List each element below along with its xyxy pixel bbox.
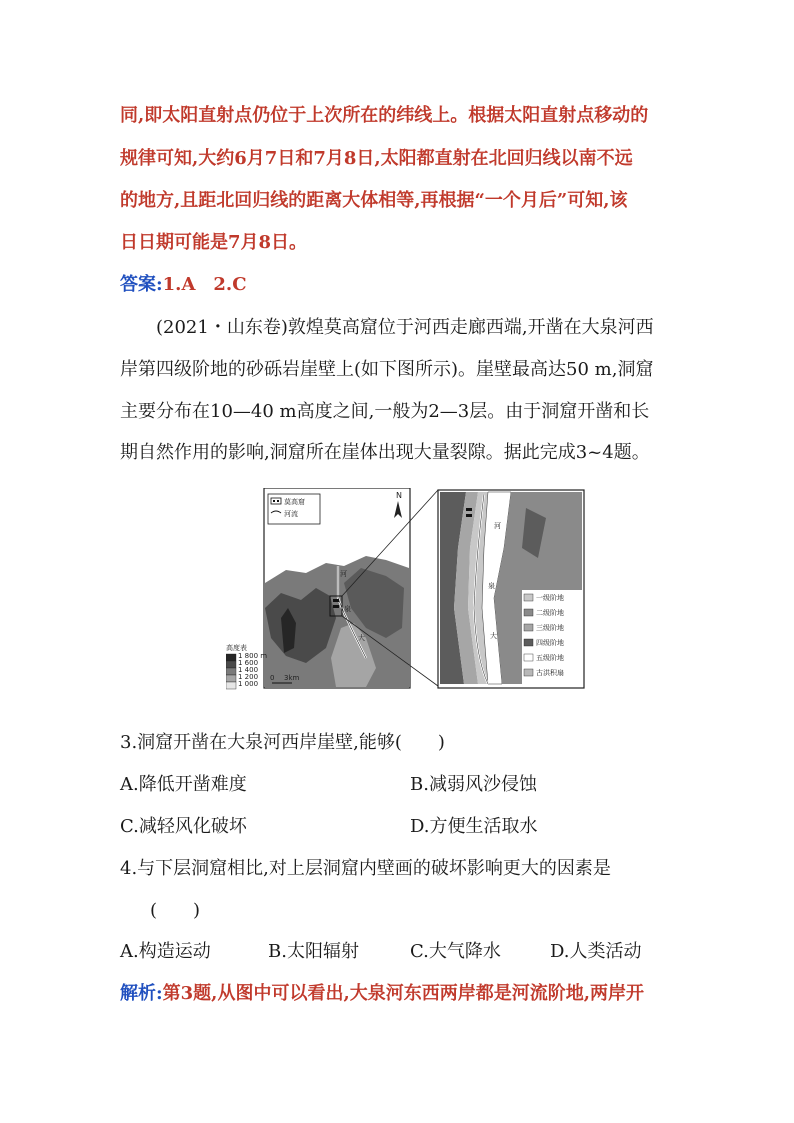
map-svg xyxy=(226,488,586,693)
elev-1000: 1 000 xyxy=(238,680,259,688)
explanation-line-4: 日日期可能是7月8日。 xyxy=(120,232,308,253)
passage-line-4: 期自然作用的影响,洞窟所在崖体出现大量裂隙。据此完成3~4题。 xyxy=(120,442,650,463)
elev-1400: 1 400 xyxy=(238,666,259,674)
passage-line-1: (2021・山东卷)敦煌莫高窟位于河西走廊西端,开凿在大泉河西 xyxy=(156,317,654,338)
map-label-quan: 泉 xyxy=(344,605,351,613)
q4-option-b[interactable]: B.太阳辐射 xyxy=(268,941,359,962)
terrace-legend-2: 二级阶地 xyxy=(536,609,564,617)
analysis-text: 第3题,从图中可以看出,大泉河东西两岸都是河流阶地,两岸开 xyxy=(162,983,644,1004)
q4-option-c[interactable]: C.大气降水 xyxy=(410,941,501,962)
answer-line xyxy=(120,273,247,297)
legend-cave-label: 莫高窟 xyxy=(284,498,305,506)
q3-stem: 3.洞窟开凿在大泉河西岸崖壁,能够( ) xyxy=(120,732,445,753)
north-label: N xyxy=(396,491,402,500)
q4-option-a[interactable]: A.构造运动 xyxy=(120,941,211,962)
q3-option-c[interactable]: C.减轻风化破坏 xyxy=(120,816,247,837)
terrace-legend-1: 一级阶地 xyxy=(536,594,564,602)
answer-label: 答案: xyxy=(120,274,163,295)
cave-marker-1 xyxy=(333,599,339,602)
explanation-line-1: 同,即太阳直射点仍位于上次所在的纬线上。根据太阳直射点移动的 xyxy=(120,105,649,126)
elev-1200: 1 200 xyxy=(238,673,259,681)
map-label-he: 河 xyxy=(340,570,347,578)
explanation-line-2: 规律可知,大约6月7日和7月8日,太阳都直射在北回归线以南不远 xyxy=(120,148,633,169)
q4-stem: 4.与下层洞窟相比,对上层洞窟内壁画的破坏影响更大的因素是 xyxy=(120,858,611,879)
legend-river-label: 河流 xyxy=(284,510,298,518)
q4-option-d[interactable]: D.人类活动 xyxy=(550,941,642,962)
map-label-da: 大 xyxy=(358,634,365,642)
q3-option-d[interactable]: D.方便生活取水 xyxy=(410,816,538,837)
analysis-line xyxy=(120,982,644,1006)
scale-zero: 0 xyxy=(270,674,275,682)
elev-1600: 1 600 xyxy=(238,659,259,667)
answer-value: 1.A 2.C xyxy=(162,274,247,295)
q4-paren: ( ) xyxy=(150,900,201,921)
q3-option-a[interactable]: A.降低开凿难度 xyxy=(120,774,247,795)
explanation-line-3: 的地方,且距北回归线的距离大体相等,再根据“一个月后”可知,该 xyxy=(120,190,628,211)
passage-line-3: 主要分布在10—40 m高度之间,一般为2—3层。由于洞窟开凿和长 xyxy=(120,401,650,422)
elev-title: 高度表 xyxy=(226,644,247,652)
detail-label-quan: 泉 xyxy=(488,582,495,590)
terrace-legend-6: 古洪积扇 xyxy=(536,669,564,677)
analysis-label: 解析: xyxy=(120,983,163,1004)
cave-marker-2 xyxy=(333,605,339,608)
elev-1800: 1 800 m xyxy=(238,652,268,660)
detail-label-he: 河 xyxy=(494,522,501,530)
detail-label-da: 大 xyxy=(490,632,497,640)
terrace-legend-5: 五级阶地 xyxy=(536,654,564,662)
terrace-legend-4: 四级阶地 xyxy=(536,639,564,647)
q3-option-b[interactable]: B.减弱风沙侵蚀 xyxy=(410,774,537,795)
mogao-map-figure xyxy=(226,488,586,693)
passage-line-2: 岸第四级阶地的砂砾岩崖壁上(如下图所示)。崖壁最高达50 m,洞窟 xyxy=(120,359,654,380)
scale-length: 3km xyxy=(284,674,300,682)
terrace-legend-3: 三级阶地 xyxy=(536,624,564,632)
